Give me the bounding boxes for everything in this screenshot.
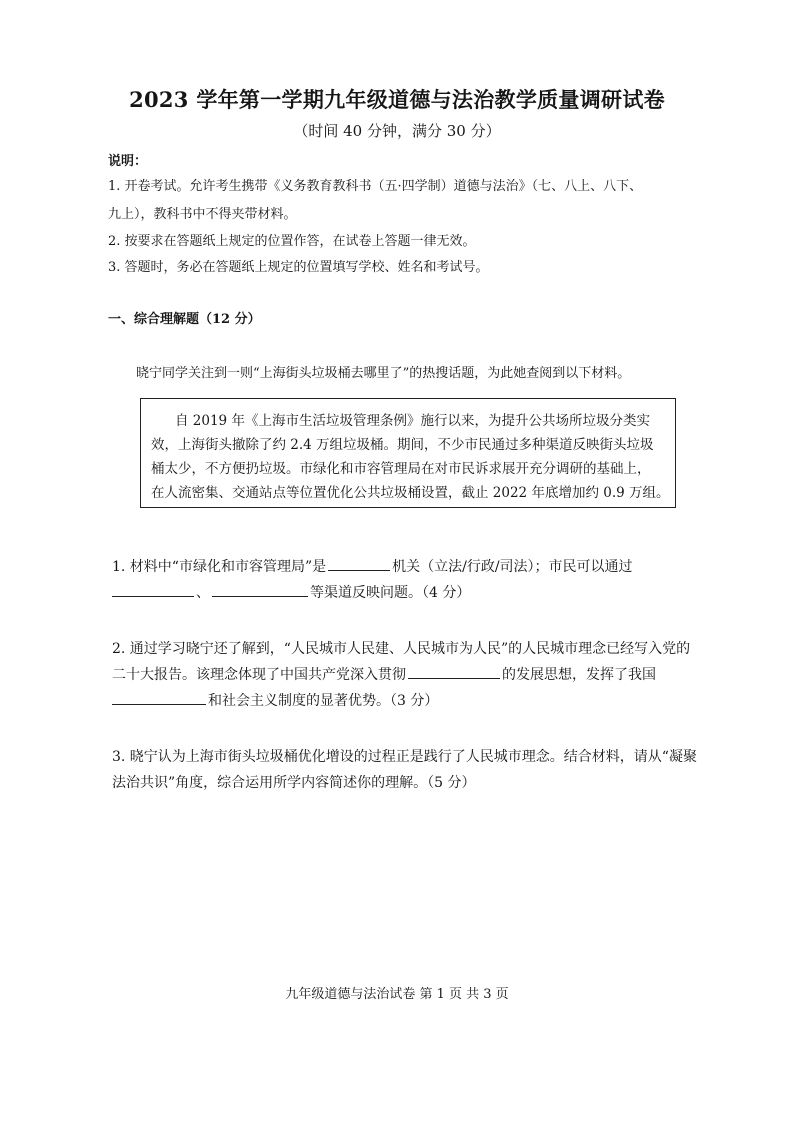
- answer-blank-2[interactable]: [112, 582, 194, 597]
- material-line-3: 桶太少，不方便扔垃圾。市绿化和市容管理局在对市民诉求展开充分调研的基础上，: [151, 461, 651, 477]
- material-line-4: 在人流密集、交通站点等位置优化公共垃圾桶设置，截止 2022 年底增加约 0.9 万组。: [151, 485, 670, 501]
- page-footer: 九年级道德与法治试卷 第 1 页 共 3 页: [285, 987, 509, 1002]
- answer-blank-3[interactable]: [212, 582, 308, 597]
- question-2-text-b: 的发展思想，发挥了我国: [502, 667, 656, 683]
- material-line-1: 自 2019 年《上海市生活垃圾管理条例》施行以来，为提升公共场所垃圾分类实: [175, 413, 650, 429]
- question-1-separator: 、: [196, 585, 210, 601]
- material-box: [140, 398, 676, 508]
- answer-blank-4[interactable]: [408, 664, 500, 679]
- question-2-text-a: 二十大报告。该理念体现了中国共产党深入贯彻: [112, 667, 406, 683]
- exam-time-score: （时间 40 分钟，满分 30 分）: [293, 122, 501, 140]
- section-1-intro: 晓宁同学关注到一则“上海街头垃圾桶去哪里了”的热搜话题，为此她查阅到以下材料。: [136, 366, 631, 381]
- question-2-line-3: [112, 690, 438, 710]
- question-3-line-1: 3. 晓宁认为上海市街头垃圾桶优化增设的过程正是践行了人民城市理念。结合材料，请从“凝聚: [112, 749, 697, 765]
- exam-title: 2023 学年第一学期九年级道德与法治教学质量调研试卷: [129, 87, 665, 112]
- question-2-line-1: 2. 通过学习晓宁还了解到，“人民城市人民建、人民城市为人民”的人民城市理念已经写入党的: [112, 641, 691, 657]
- instruction-item-1-line-1: 1. 开卷考试。允许考生携带《义务教育教科书（五·四学制）道德与法治》（七、八上、八下、: [108, 179, 643, 194]
- instruction-item-2: 2. 按要求在答题纸上规定的位置作答，在试卷上答题一律无效。: [108, 234, 476, 249]
- instructions-heading: 说明：: [108, 154, 148, 169]
- answer-blank-1[interactable]: [328, 556, 390, 571]
- question-3-line-2: 法治共识”角度，综合运用所学内容简述你的理解。（5 分）: [112, 775, 476, 791]
- section-1-heading: 一、综合理解题（12 分）: [108, 312, 261, 327]
- question-1-text-a: 1. 材料中“市绿化和市容管理局”是: [112, 559, 327, 575]
- instruction-item-1-line-2: 九上），教科书中不得夹带材料。: [108, 207, 297, 222]
- question-1-text-b: 机关（立法/行政/司法）；市民可以通过: [392, 559, 633, 575]
- question-1-text-end: 等渠道反映问题。（4 分）: [310, 585, 471, 601]
- question-2-text-end: 和社会主义制度的显著优势。（3 分）: [208, 693, 439, 709]
- answer-blank-5[interactable]: [112, 690, 206, 705]
- question-1-line-2: [112, 582, 470, 602]
- material-line-2: 效，上海街头撤除了约 2.4 万组垃圾桶。期间，不少市民通过多种渠道反映街头垃圾: [151, 437, 654, 453]
- question-1-line-1: [112, 556, 633, 576]
- question-2-line-2: [112, 664, 656, 684]
- instruction-item-3: 3. 答题时，务必在答题纸上规定的位置填写学校、姓名和考试号。: [108, 260, 489, 275]
